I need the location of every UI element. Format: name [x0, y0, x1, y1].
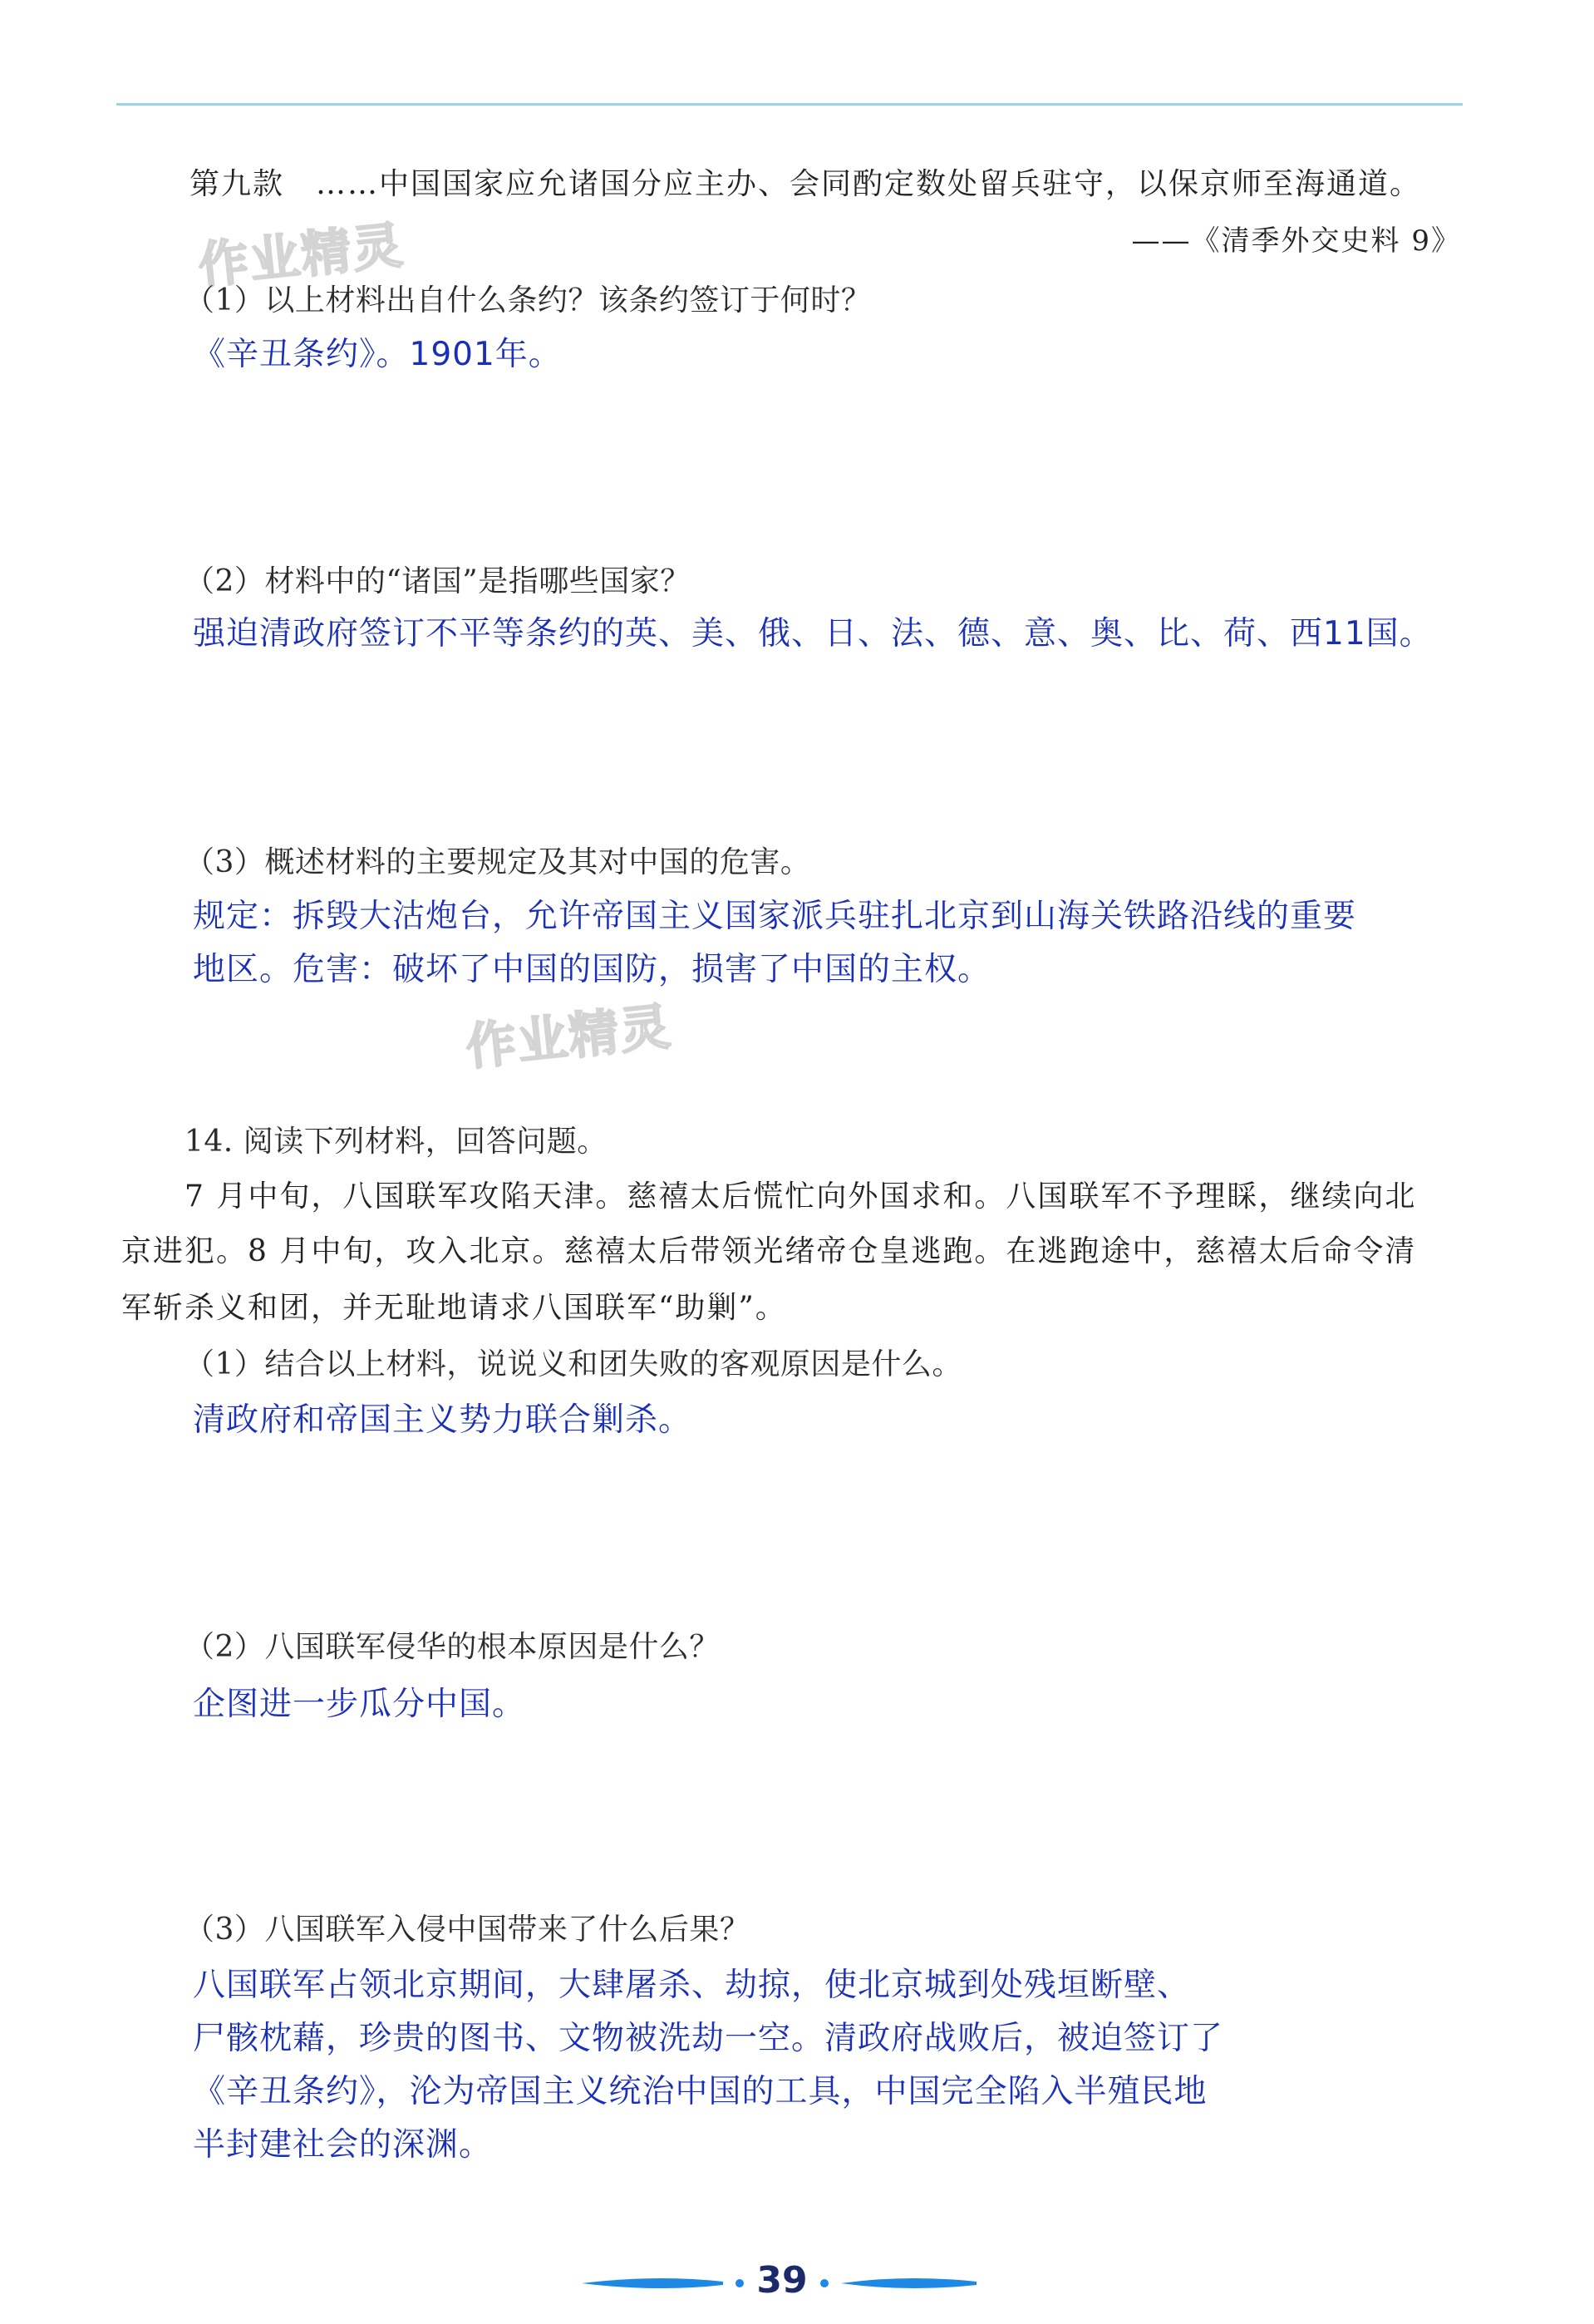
page-footer — [0, 2254, 1594, 2312]
question-13-2: （2）材料中的“诸国”是指哪些国家？ — [184, 564, 691, 598]
answer-14-1: 清政府和帝国主义势力联合剿杀。 — [193, 1401, 692, 1439]
question-14-1: （1）结合以上材料，说说义和团失败的客观原因是什么。 — [184, 1347, 962, 1381]
answer-13-1: 《辛丑条约》。1901年。 — [193, 336, 562, 373]
question-13-1: （1）以上材料出自什么条约？该条约签订于何时？ — [184, 283, 872, 318]
watermark-middle: 作业精灵 — [463, 997, 675, 1077]
answer-14-3-line-2: 尸骸枕藉，珍贵的图书、文物被洗劫一空。清政府战败后，被迫签订了 — [193, 2020, 1224, 2057]
question-14-3: （3）八国联军入侵中国带来了什么后果？ — [184, 1913, 750, 1947]
material-source: ——《清季外交史料 9》 — [1131, 224, 1461, 258]
question-14-2: （2）八国联军侵华的根本原因是什么？ — [184, 1630, 720, 1664]
answer-14-3-line-3: 《辛丑条约》，沦为帝国主义统治中国的工具，中国完全陷入半殖民地 — [193, 2073, 1208, 2110]
page-number: 39 — [756, 2259, 808, 2302]
material-14-line-2: 京进犯。8 月中旬，攻入北京。慈禧太后带领光绪帝仓皇逃跑。在逃跑途中，慈禧太后命令清 — [121, 1234, 1417, 1268]
material-14-line-1: 7 月中旬，八国联军攻陷天津。慈禧太后慌忙向外国求和。八国联军不予理睬，继续向北 — [184, 1179, 1417, 1214]
answer-14-2: 企图进一步瓜分中国。 — [193, 1686, 526, 1723]
question-14-heading: 14. 阅读下列材料，回答问题。 — [184, 1125, 608, 1159]
material-14-line-3: 军斩杀义和团，并无耻地请求八国联军“助剿”。 — [121, 1291, 787, 1325]
header-rule — [116, 103, 1463, 106]
answer-13-3-line-2: 地区。危害：破坏了中国的国防，损害了中国的主权。 — [193, 951, 991, 988]
answer-14-3-line-4: 半封建社会的深渊。 — [193, 2126, 493, 2164]
material-clause-text: 第九款 ……中国国家应允诸国分应主办、会同酌定数处留兵驻守，以保京师至海通道。 — [189, 167, 1422, 201]
question-13-3: （3）概述材料的主要规定及其对中国的危害。 — [184, 845, 811, 879]
answer-14-3-line-1: 八国联军占领北京期间，大肆屠杀、劫掠，使北京城到处残垣断壁、 — [193, 1967, 1191, 2004]
answer-13-2: 强迫清政府签订不平等条约的英、美、俄、日、法、德、意、奥、比、荷、西11国。 — [193, 615, 1433, 652]
watermark-top: 作业精灵 — [195, 216, 407, 296]
answer-13-3-line-1: 规定：拆毁大沽炮台，允许帝国主义国家派兵驻扎北京到山海关铁路沿线的重要 — [193, 898, 1357, 935]
